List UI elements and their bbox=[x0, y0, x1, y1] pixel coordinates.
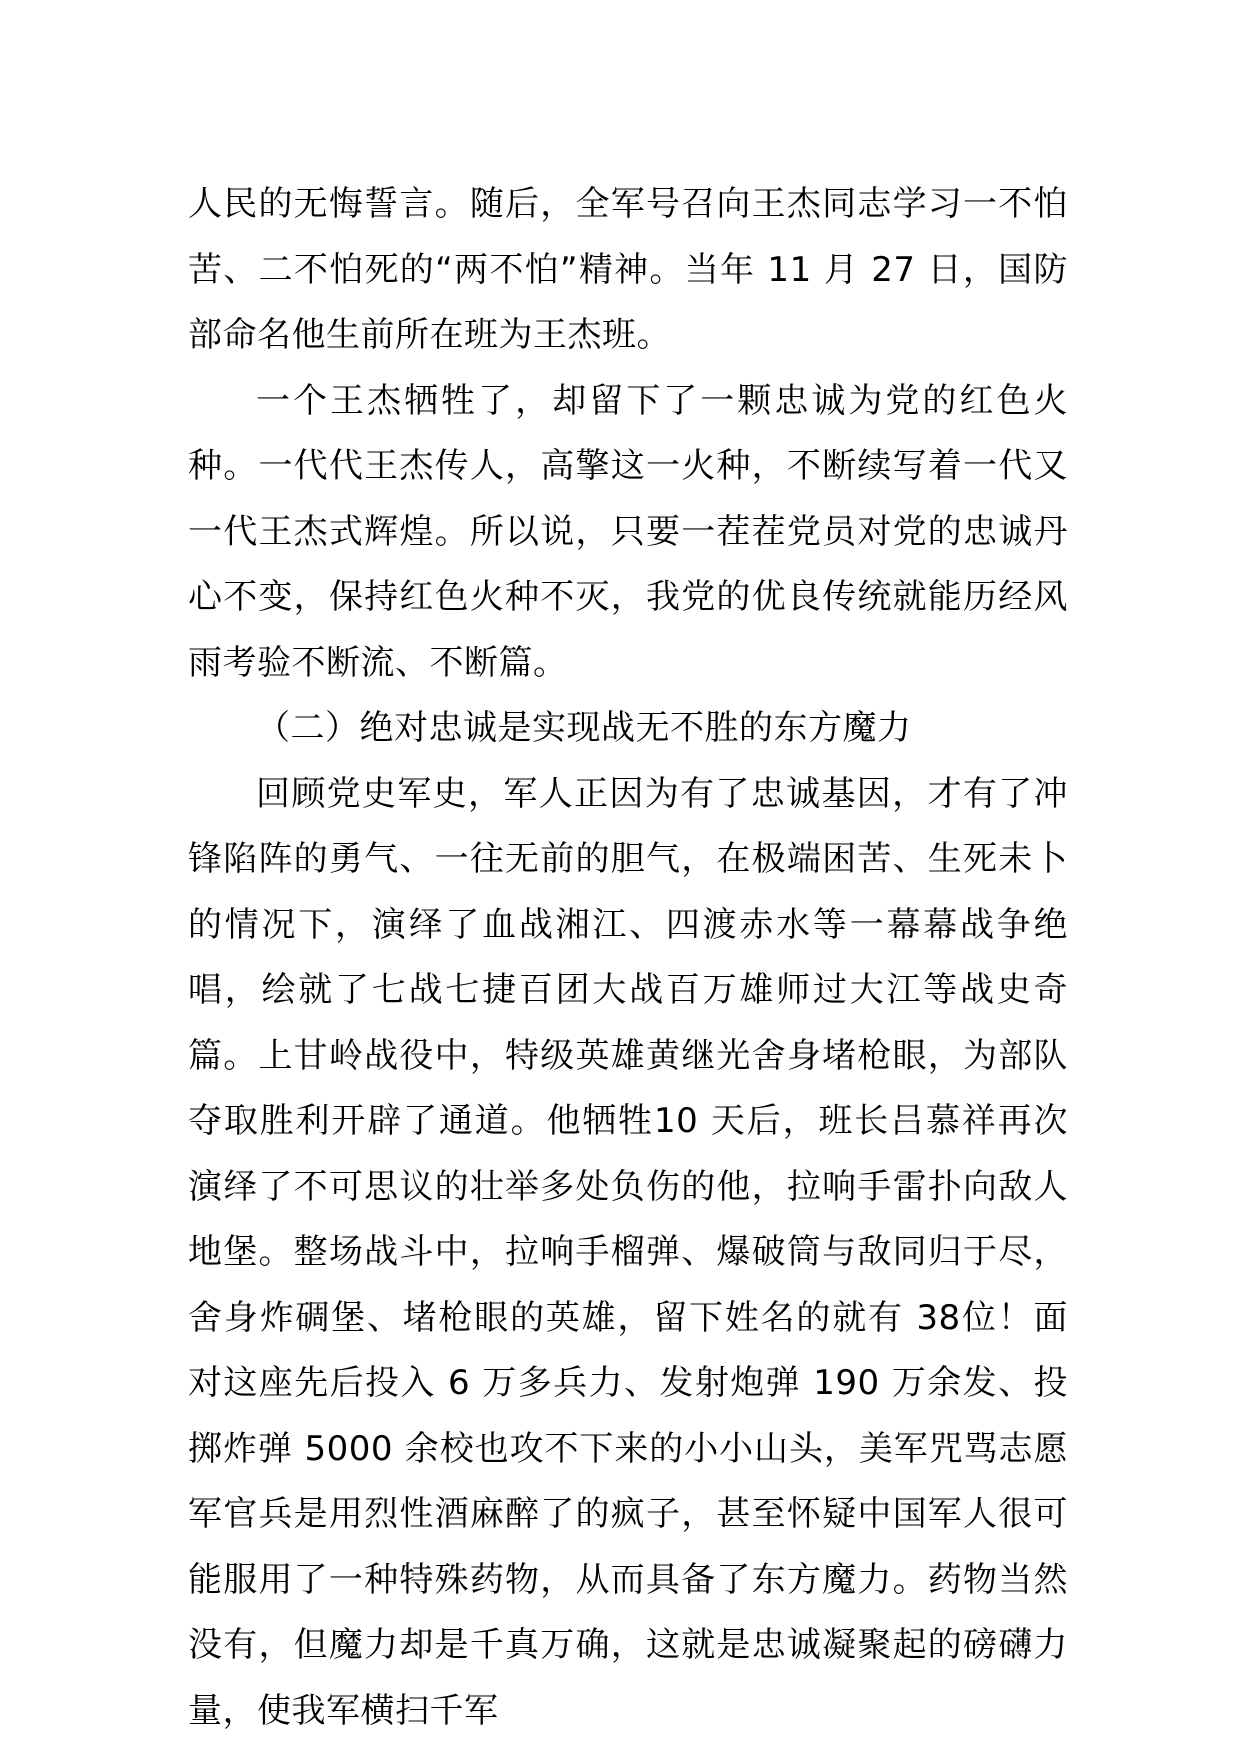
paragraph-1: 人民的无悔誓言。随后，全军号召向王杰同志学习一不怕苦、二不怕死的“两不怕”精神。当年 11 月 27 日，国防部命名他生前所在班为王杰班。 bbox=[188, 184, 1068, 355]
section-heading: （二）绝对忠诚是实现战无不胜的东方魔力 bbox=[256, 708, 912, 748]
paragraph-2: 一个王杰牺牲了，却留下了一颗忠诚为党的红色火种。一代代王杰传人，高擎这一火种，不断续写着一代又一代王杰式辉煌。所以说，只要一茬茬党员对党的忠诚丹心不变，保持红色火种不灭，我党的优良传统就能历经风雨考验不断流、不断篇。 bbox=[188, 380, 1068, 683]
document-body bbox=[188, 172, 1068, 1744]
paragraph-3: 回顾党史军史，军人正因为有了忠诚基因，才有了冲锋陷阵的勇气、一往无前的胆气，在极端困苦、生死未卜的情况下，演绎了血战湘江、四渡赤水等一幕幕战争绝唱，绘就了七战七捷百团大战百万雄师过大江等战史奇篇。上甘岭战役中，特级英雄黄继光舍身堵枪眼，为部队夺取胜利开辟了通道。他牺牲10 天后，班长吕慕祥再次演绎了不可思议的壮举多处负伤的他，拉响手雷扑向敌人地堡。整场战斗中，拉响手榴弹、爆破筒与敌同归于尽，舍身炸碉堡、堵枪眼的英雄，留下姓名的就有 38位！面对这座先后投入 6 万多兵力、发射炮弹 190 万余发、投掷炸弹 5000 余校也攻不下来的小小山头，美军咒骂志愿军官兵是用烈性酒麻醉了的疯子，甚至怀疑中国军人很可能服用了一种特殊药物，从而具备了东方魔力。药物当然没有，但魔力却是千真万确，这就是忠诚凝聚起的磅礴力量，使我军横扫千军 bbox=[188, 773, 1068, 1731]
